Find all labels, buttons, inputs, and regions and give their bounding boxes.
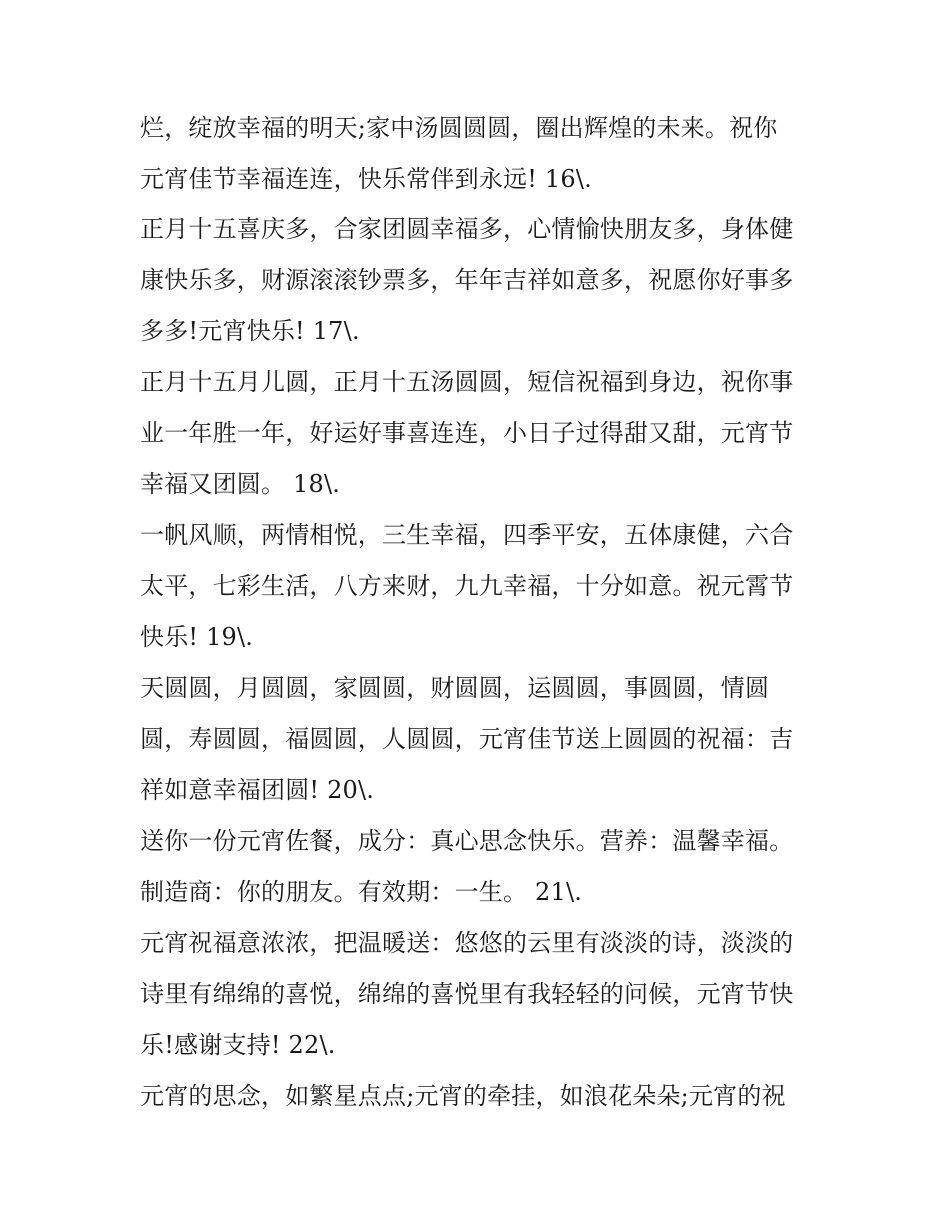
text-line-13: 圆，寿圆圆，福圆圆，人圆圆，元宵佳节送上圆圆的祝福：吉 [140,725,794,753]
text-line-8: 幸福又团圆。 18\. [140,470,341,498]
text-line-10: 太平，七彩生活，八方来财，九九幸福，十分如意。祝元霄节 [140,572,794,600]
text-line-1: 烂，绽放幸福的明天;家中汤圆圆圆，圈出辉煌的未来。祝你 [140,114,778,142]
text-line-17: 元宵祝福意浓浓，把温暖送：悠悠的云里有淡淡的诗，淡淡的 [140,929,794,957]
text-line-18: 诗里有绵绵的喜悦，绵绵的喜悦里有我轻轻的问候，元宵节快 [140,980,794,1008]
text-line-7: 业一年胜一年，好运好事喜连连，小日子过得甜又甜，元宵节 [140,419,794,447]
text-line-19: 乐!感谢支持! 22\. [140,1031,336,1059]
text-line-15: 送你一份元宵佐餐，成分：真心思念快乐。营养：温馨幸福。 [140,827,794,855]
text-line-12: 天圆圆，月圆圆，家圆圆，财圆圆，运圆圆，事圆圆，情圆 [140,674,770,702]
text-line-6: 正月十五月儿圆，正月十五汤圆圆，短信祝福到身边，祝你事 [140,368,794,396]
text-line-16: 制造商：你的朋友。有效期：一生。 21\. [140,878,583,906]
text-line-9: 一帆风顺，两情相悦，三生幸福，四季平安，五体康健，六合 [140,521,794,549]
text-line-20: 元宵的思念，如繁星点点;元宵的牵挂，如浪花朵朵;元宵的祝 [140,1082,786,1110]
text-line-3: 正月十五喜庆多，合家团圆幸福多，心情愉快朋友多，身体健 [140,215,794,243]
text-line-2: 元宵佳节幸福连连，快乐常伴到永远! 16\. [140,165,592,193]
text-line-11: 快乐! 19\. [140,623,254,651]
text-line-5: 多多!元宵快乐! 17\. [140,317,360,345]
text-line-14: 祥如意幸福团圆! 20\. [140,776,375,804]
text-line-4: 康快乐多，财源滚滚钞票多，年年吉祥如意多，祝愿你好事多 [140,266,794,294]
